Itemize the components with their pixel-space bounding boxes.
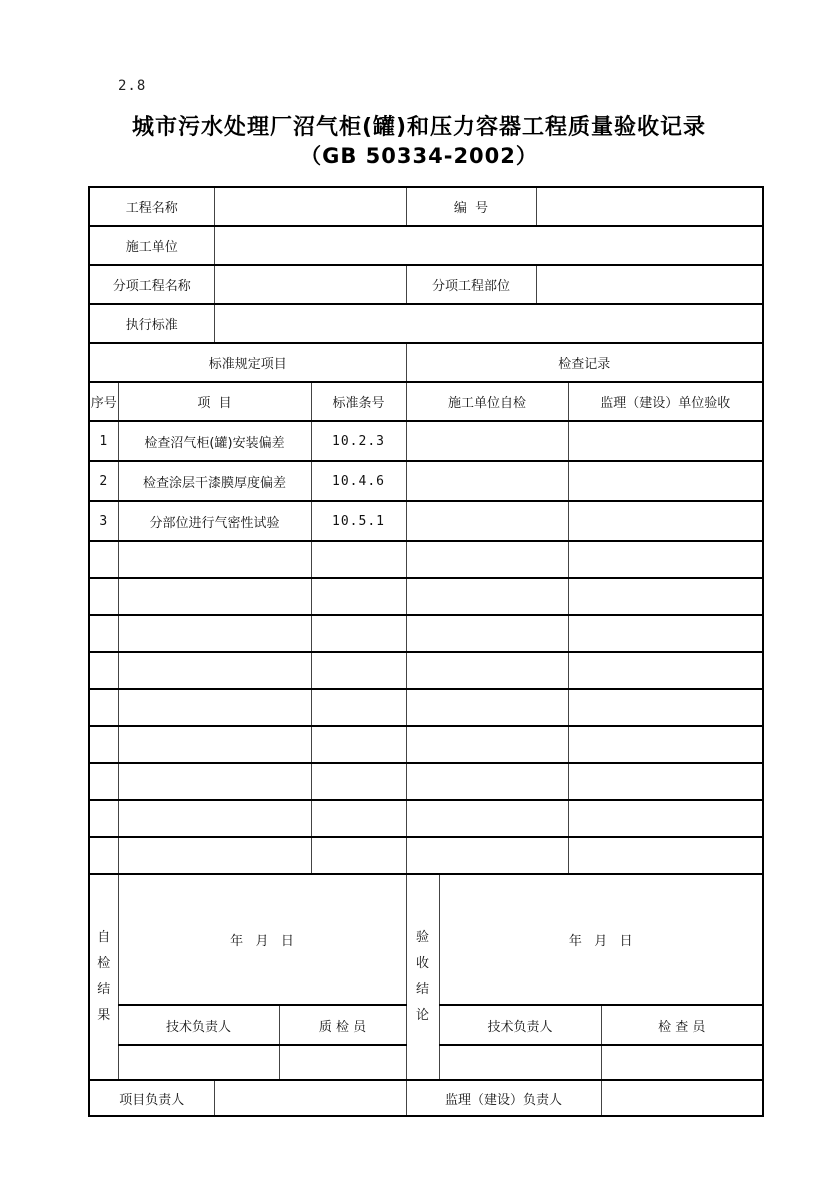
item-name: 检查涂层干漆膜厚度偏差 <box>118 461 311 501</box>
item-self-check-cell <box>406 421 568 461</box>
col-header-item: 项 目 <box>118 382 311 421</box>
empty-item-row <box>89 726 763 763</box>
item-name: 检查沼气柜(罐)安装偏差 <box>118 421 311 461</box>
supervision-lead-label: 监理（建设）负责人 <box>406 1080 601 1116</box>
item-row-2 <box>89 461 763 501</box>
column-header-row <box>89 382 763 421</box>
project-name-value-cell <box>214 187 406 226</box>
info-row-subproject <box>89 265 763 304</box>
acceptance-tech-lead-signature-cell <box>439 1045 601 1080</box>
self-quality-inspector-label: 质 检 员 <box>279 1005 406 1045</box>
item-clause: 10.2.3 <box>311 421 406 461</box>
construction-unit-label: 施工单位 <box>89 226 214 265</box>
item-clause: 10.5.1 <box>311 501 406 541</box>
page-subtitle: （GB 50334-2002） <box>300 144 538 168</box>
empty-item-row <box>89 763 763 800</box>
item-index: 1 <box>89 421 118 461</box>
acceptance-conclusion-label: 验收结论 <box>406 874 439 1080</box>
standard-value-cell <box>214 304 763 343</box>
item-clause: 10.4.6 <box>311 461 406 501</box>
acceptance-inspector-label: 检 查 员 <box>601 1005 763 1045</box>
self-check-result-label: 自检结果 <box>89 874 118 1080</box>
standard-items-header: 标准规定项目 <box>89 343 406 382</box>
item-name: 分部位进行气密性试验 <box>118 501 311 541</box>
item-supervision-cell <box>568 461 763 501</box>
empty-item-row <box>89 652 763 689</box>
col-header-index: 序号 <box>89 382 118 421</box>
subproject-part-value-cell <box>536 265 763 304</box>
empty-item-row <box>89 689 763 726</box>
info-row-project-name <box>89 187 763 226</box>
conclusion-top-row <box>89 874 763 1005</box>
project-lead-value-cell <box>214 1080 406 1116</box>
acceptance-record-table <box>88 186 764 1117</box>
self-check-date-cell: 年 月 日 <box>118 874 406 1005</box>
subproject-name-value-cell <box>214 265 406 304</box>
page-title: 城市污水处理厂沼气柜(罐)和压力容器工程质量验收记录 <box>131 115 707 140</box>
responsible-person-row <box>89 1080 763 1116</box>
project-lead-label: 项目负责人 <box>89 1080 214 1116</box>
number-label: 编 号 <box>406 187 536 226</box>
empty-item-row <box>89 541 763 578</box>
check-record-header: 检查记录 <box>406 343 763 382</box>
project-name-label: 工程名称 <box>89 187 214 226</box>
empty-item-row <box>89 578 763 615</box>
empty-item-row <box>89 800 763 837</box>
col-header-supervision-check: 监理（建设）单位验收 <box>568 382 763 421</box>
empty-item-row <box>89 837 763 874</box>
number-value-cell <box>536 187 763 226</box>
section-header-row <box>89 343 763 382</box>
item-index: 2 <box>89 461 118 501</box>
acceptance-date-cell: 年 月 日 <box>439 874 763 1005</box>
col-header-self-check: 施工单位自检 <box>406 382 568 421</box>
item-supervision-cell <box>568 421 763 461</box>
item-index: 3 <box>89 501 118 541</box>
col-header-clause: 标准条号 <box>311 382 406 421</box>
acceptance-inspector-signature-cell <box>601 1045 763 1080</box>
item-row-1 <box>89 421 763 461</box>
subproject-part-label: 分项工程部位 <box>406 265 536 304</box>
item-supervision-cell <box>568 501 763 541</box>
self-tech-lead-label: 技术负责人 <box>118 1005 279 1045</box>
self-tech-lead-signature-cell <box>118 1045 279 1080</box>
construction-unit-value-cell <box>214 226 763 265</box>
self-quality-inspector-signature-cell <box>279 1045 406 1080</box>
info-row-standard <box>89 304 763 343</box>
acceptance-tech-lead-label: 技术负责人 <box>439 1005 601 1045</box>
item-row-3 <box>89 501 763 541</box>
empty-item-row <box>89 615 763 652</box>
item-self-check-cell <box>406 501 568 541</box>
supervision-lead-value-cell <box>601 1080 763 1116</box>
standard-label: 执行标准 <box>89 304 214 343</box>
section-number: 2.8 <box>118 78 147 94</box>
info-row-construction-unit <box>89 226 763 265</box>
subproject-name-label: 分项工程名称 <box>89 265 214 304</box>
item-self-check-cell <box>406 461 568 501</box>
